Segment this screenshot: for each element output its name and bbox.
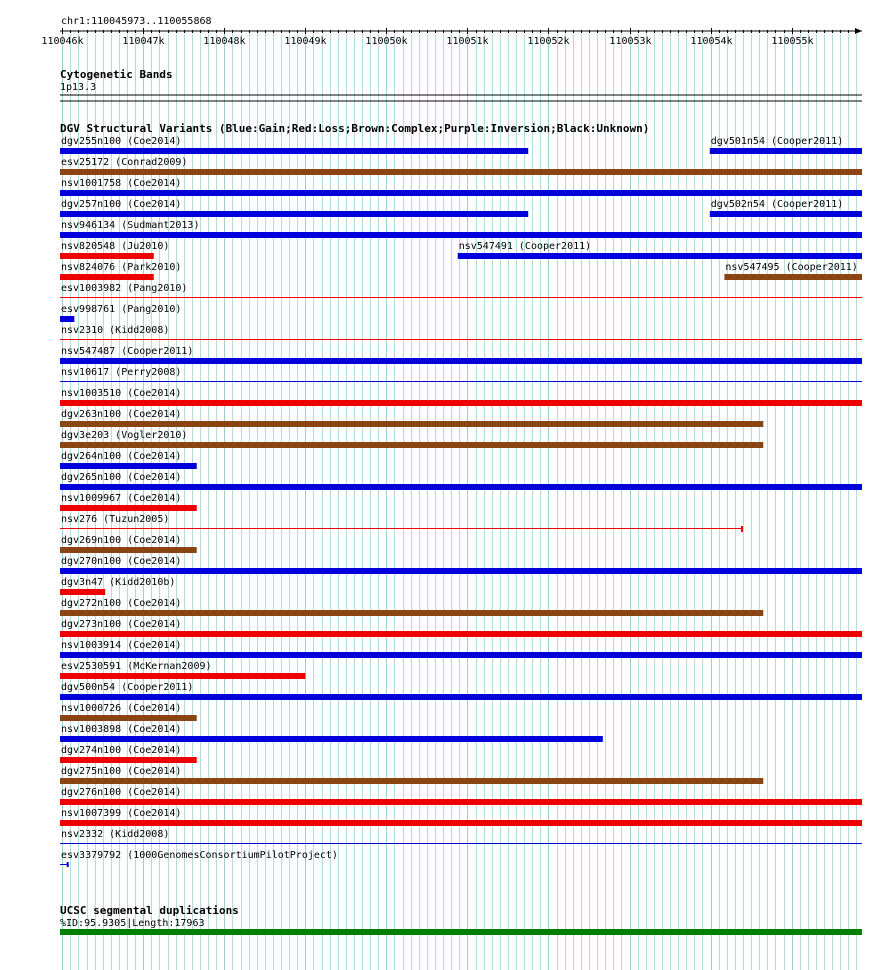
dgv-feature[interactable] [60, 346, 862, 364]
dgv-feature-bar [710, 148, 862, 154]
dgv-feature[interactable] [710, 136, 862, 154]
ruler-tick-label: 110046k [41, 36, 84, 47]
dgv-feature[interactable] [710, 199, 862, 217]
dgv-feature[interactable] [60, 514, 743, 532]
dgv-feature-list [60, 136, 862, 867]
cytoband-label: 1p13.3 [60, 82, 97, 93]
dgv-feature[interactable] [60, 325, 862, 340]
dgv-feature-label: dgv265n100 (Coe2014) [61, 472, 182, 483]
dgv-feature-bar [60, 316, 74, 322]
dgv-feature-bar [60, 736, 603, 742]
dgv-feature-label: nsv820548 (Ju2010) [61, 241, 170, 252]
ruler-tick-label: 110050k [365, 36, 408, 47]
dgv-feature-label: dgv255n100 (Coe2014) [61, 136, 182, 147]
dgv-feature-bar [458, 253, 862, 259]
dgv-feature-bar [60, 190, 862, 196]
cytoband-track-title: Cytogenetic Bands [60, 68, 173, 81]
dgv-feature-bar [60, 421, 763, 427]
dgv-feature-bar [60, 169, 862, 175]
dgv-feature[interactable] [60, 682, 862, 700]
dgv-feature-bar [60, 463, 197, 469]
dgv-feature[interactable] [60, 136, 528, 154]
dgv-feature-bar [60, 211, 528, 217]
dgv-feature-label: nsv10617 (Perry2008) [61, 367, 182, 378]
dgv-feature-bar [60, 232, 862, 238]
dgv-feature-label: dgv500n54 (Cooper2011) [61, 682, 194, 693]
dgv-feature-bar [60, 799, 862, 805]
dgv-feature-bar [60, 631, 862, 637]
dgv-feature[interactable] [60, 199, 528, 217]
dgv-feature-label: nsv1000726 (Coe2014) [61, 703, 182, 714]
dgv-track-title: DGV Structural Variants (Blue:Gain;Red:Loss;Brown:Complex;Purple:Inversion;Black:Unknown) [60, 122, 650, 135]
dgv-feature-label: nsv946134 (Sudmant2013) [61, 220, 200, 231]
dgv-feature-label: dgv3n47 (Kidd2010b) [61, 577, 176, 588]
dgv-feature-label: nsv547495 (Cooper2011) [725, 262, 858, 273]
dgv-feature-label: nsv547487 (Cooper2011) [61, 346, 194, 357]
dgv-feature[interactable] [60, 577, 175, 595]
dgv-feature[interactable] [60, 472, 862, 490]
dgv-feature-bar [60, 568, 862, 574]
dgv-feature-label: dgv501n54 (Cooper2011) [710, 136, 844, 147]
segdup-feature-bar[interactable] [60, 929, 862, 935]
dgv-feature-bar [60, 652, 862, 658]
ruler-tick-label: 110052k [527, 36, 570, 47]
dgv-feature-label: nsv2332 (Kidd2008) [61, 829, 170, 840]
dgv-feature[interactable] [458, 241, 862, 259]
dgv-feature-bar [60, 715, 197, 721]
ruler-tick-label: 110047k [122, 36, 165, 47]
dgv-feature-label: esv998761 (Pang2010) [61, 304, 182, 315]
dgv-feature-bar [60, 484, 862, 490]
dgv-feature-label: nsv1009967 (Coe2014) [61, 493, 182, 504]
dgv-feature-bar [60, 589, 105, 595]
dgv-feature[interactable] [60, 850, 338, 867]
dgv-feature[interactable] [60, 388, 862, 406]
dgv-feature[interactable] [60, 745, 197, 763]
dgv-feature-bar [60, 673, 305, 679]
dgv-feature-bar [60, 442, 763, 448]
dgv-feature[interactable] [724, 262, 862, 280]
dgv-feature-label: nsv1001758 (Coe2014) [61, 178, 182, 189]
dgv-feature[interactable] [60, 241, 169, 259]
dgv-feature-label: esv2530591 (McKernan2009) [61, 661, 212, 672]
dgv-feature-label: nsv2310 (Kidd2008) [61, 325, 170, 336]
dgv-feature-label: dgv274n100 (Coe2014) [61, 745, 182, 756]
dgv-feature-bar [710, 211, 862, 217]
dgv-feature[interactable] [60, 640, 862, 658]
dgv-feature[interactable] [60, 283, 862, 298]
dgv-feature-label: nsv1007399 (Coe2014) [61, 808, 182, 819]
dgv-feature-label: esv3379792 (1000GenomesConsortiumPilotProject) [61, 850, 338, 861]
dgv-feature[interactable] [60, 661, 305, 679]
dgv-feature[interactable] [60, 493, 197, 511]
dgv-feature[interactable] [60, 724, 603, 742]
ruler-tick-label: 110055k [771, 36, 814, 47]
ruler-tick-label: 110054k [690, 36, 733, 47]
segmental-duplications-track[interactable] [60, 904, 862, 935]
dgv-feature-bar [60, 505, 197, 511]
dgv-feature-label: dgv276n100 (Coe2014) [61, 787, 182, 798]
ruler-tick-label: 110048k [203, 36, 246, 47]
dgv-feature-label: nsv276 (Tuzun2005) [61, 514, 170, 525]
dgv-feature[interactable] [60, 619, 862, 637]
dgv-feature-bar [60, 757, 197, 763]
dgv-feature-label: nsv547491 (Cooper2011) [458, 241, 592, 252]
coordinate-ruler[interactable] [41, 28, 862, 47]
dgv-feature-label: nsv1003898 (Coe2014) [61, 724, 182, 735]
dgv-feature-label: dgv263n100 (Coe2014) [61, 409, 182, 420]
dgv-feature-bar [60, 253, 154, 259]
dgv-feature-label: nsv1003914 (Coe2014) [61, 640, 182, 651]
dgv-feature-end-mark [741, 526, 743, 532]
ruler-tick-label: 110053k [609, 36, 652, 47]
dgv-feature-label: dgv273n100 (Coe2014) [61, 619, 182, 630]
dgv-feature[interactable] [60, 787, 862, 805]
dgv-feature[interactable] [60, 556, 862, 574]
dgv-feature-label: dgv270n100 (Coe2014) [61, 556, 182, 567]
cytogenetic-bands-track[interactable] [60, 68, 862, 101]
dgv-feature-label: nsv1003510 (Coe2014) [61, 388, 182, 399]
dgv-feature-bar [60, 274, 154, 280]
dgv-feature-bar [60, 820, 862, 826]
dgv-feature-bar [724, 274, 862, 280]
segdup-feature-label: %ID:95.9305|Length:17963 [60, 918, 205, 929]
dgv-feature-label: dgv264n100 (Coe2014) [61, 451, 182, 462]
dgv-feature-label: nsv824076 (Park2010) [61, 262, 182, 273]
dgv-feature-bar [60, 400, 862, 406]
region-label: chr1:110045973..110055868 [61, 16, 212, 27]
dgv-feature[interactable] [60, 178, 862, 196]
dgv-feature-bar [60, 148, 528, 154]
dgv-feature[interactable] [60, 367, 862, 382]
dgv-feature-label: esv25172 (Conrad2009) [61, 157, 188, 168]
dgv-feature[interactable] [60, 262, 181, 280]
dgv-feature-bar [60, 547, 197, 553]
dgv-feature[interactable] [60, 535, 197, 553]
dgv-feature-label: dgv269n100 (Coe2014) [61, 535, 182, 546]
dgv-feature[interactable] [60, 157, 862, 175]
segdup-track-title: UCSC segmental duplications [60, 904, 239, 917]
dgv-feature[interactable] [60, 829, 862, 844]
ruler-tick-label: 110049k [284, 36, 327, 47]
dgv-feature[interactable] [60, 451, 197, 469]
dgv-feature[interactable] [60, 808, 862, 826]
dgv-structural-variants-track[interactable] [60, 122, 862, 867]
dgv-feature[interactable] [60, 220, 862, 238]
dgv-feature-bar [60, 778, 763, 784]
dgv-feature[interactable] [60, 703, 197, 721]
dgv-feature-bar [60, 610, 763, 616]
dgv-feature-end-mark [67, 862, 69, 867]
dgv-feature-label: dgv272n100 (Coe2014) [61, 598, 182, 609]
dgv-feature-bar [60, 358, 862, 364]
dgv-feature-label: dgv3e203 (Vogler2010) [61, 430, 188, 441]
dgv-feature-bar [60, 694, 862, 700]
ruler-tick-label: 110051k [446, 36, 489, 47]
dgv-feature-label: dgv502n54 (Cooper2011) [710, 199, 844, 210]
dgv-feature-label: esv1003982 (Pang2010) [61, 283, 188, 294]
dgv-feature-label: dgv257n100 (Coe2014) [61, 199, 182, 210]
dgv-feature-label: dgv275n100 (Coe2014) [61, 766, 182, 777]
